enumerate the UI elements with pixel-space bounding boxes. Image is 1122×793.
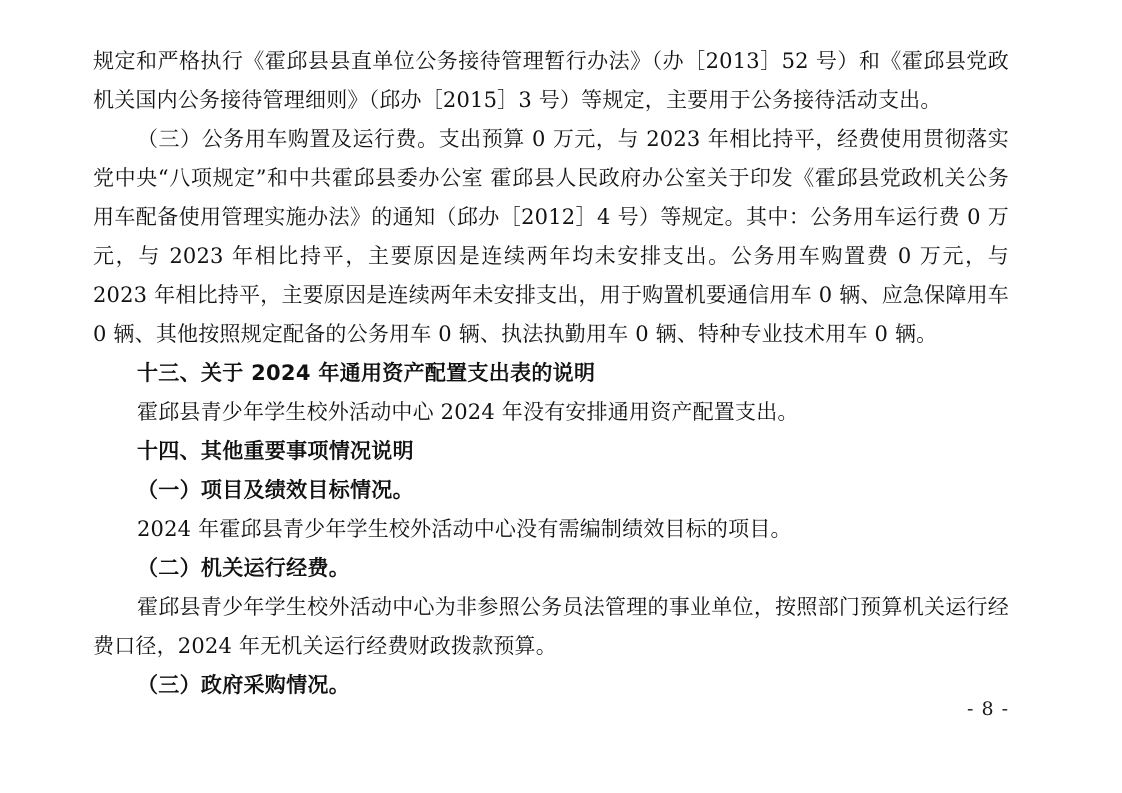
- heading-section-fourteen: 十四、其他重要事项情况说明: [137, 439, 414, 463]
- heading-subsection-two: （二）机关运行经费。: [137, 556, 350, 580]
- paragraph-vehicle-expenses: （三）公务用车购置及运行费。支出预算 0 万元，与 2023 年相比持平，经费使用贯彻落实党中央“八项规定”和中共霍邱县委办公室 霍邱县人民政府办公室关于印发《霍邱县党政机关公务用车配备使用管理实施办法》的通知（邱办［2012］4 号）等规定。其中：公务用车运行费 0 万元，与 2023 年相比持平，主要原因是连续两年均未安排支出。公务用车购置费 0 万元，与 2023 年相比持平，主要原因是连续两年未安排支出，用于购置机要通信用车 0 辆、应急保障用车 0 辆、其他按照规定配备的公务用车 0 辆、执法执勤用车 0 辆、特种专业技术用车 0 辆。: [93, 127, 1009, 346]
- page-content: [93, 42, 1009, 705]
- heading-subsection-three: （三）政府采购情况。: [137, 673, 350, 697]
- paragraph-asset-allocation: 霍邱县青少年学生校外活动中心 2024 年没有安排通用资产配置支出。: [137, 400, 799, 424]
- heading-subsection-one: （一）项目及绩效目标情况。: [137, 478, 414, 502]
- paragraph-continuation: 规定和严格执行《霍邱县县直单位公务接待管理暂行办法》（办［2013］52 号）和《霍邱县党政机关国内公务接待管理细则》（邱办［2015］3 号）等规定，主要用于公务接待活动支出。: [93, 49, 1009, 112]
- heading-section-thirteen: 十三、关于 2024 年通用资产配置支出表的说明: [137, 361, 596, 385]
- paragraph-performance-goals: 2024 年霍邱县青少年学生校外活动中心没有需编制绩效目标的项目。: [137, 517, 792, 541]
- page-number: - 8 -: [966, 698, 1009, 720]
- paragraph-operating-expenses: 霍邱县青少年学生校外活动中心为非参照公务员法管理的事业单位，按照部门预算机关运行经费口径，2024 年无机关运行经费财政拨款预算。: [93, 595, 1009, 658]
